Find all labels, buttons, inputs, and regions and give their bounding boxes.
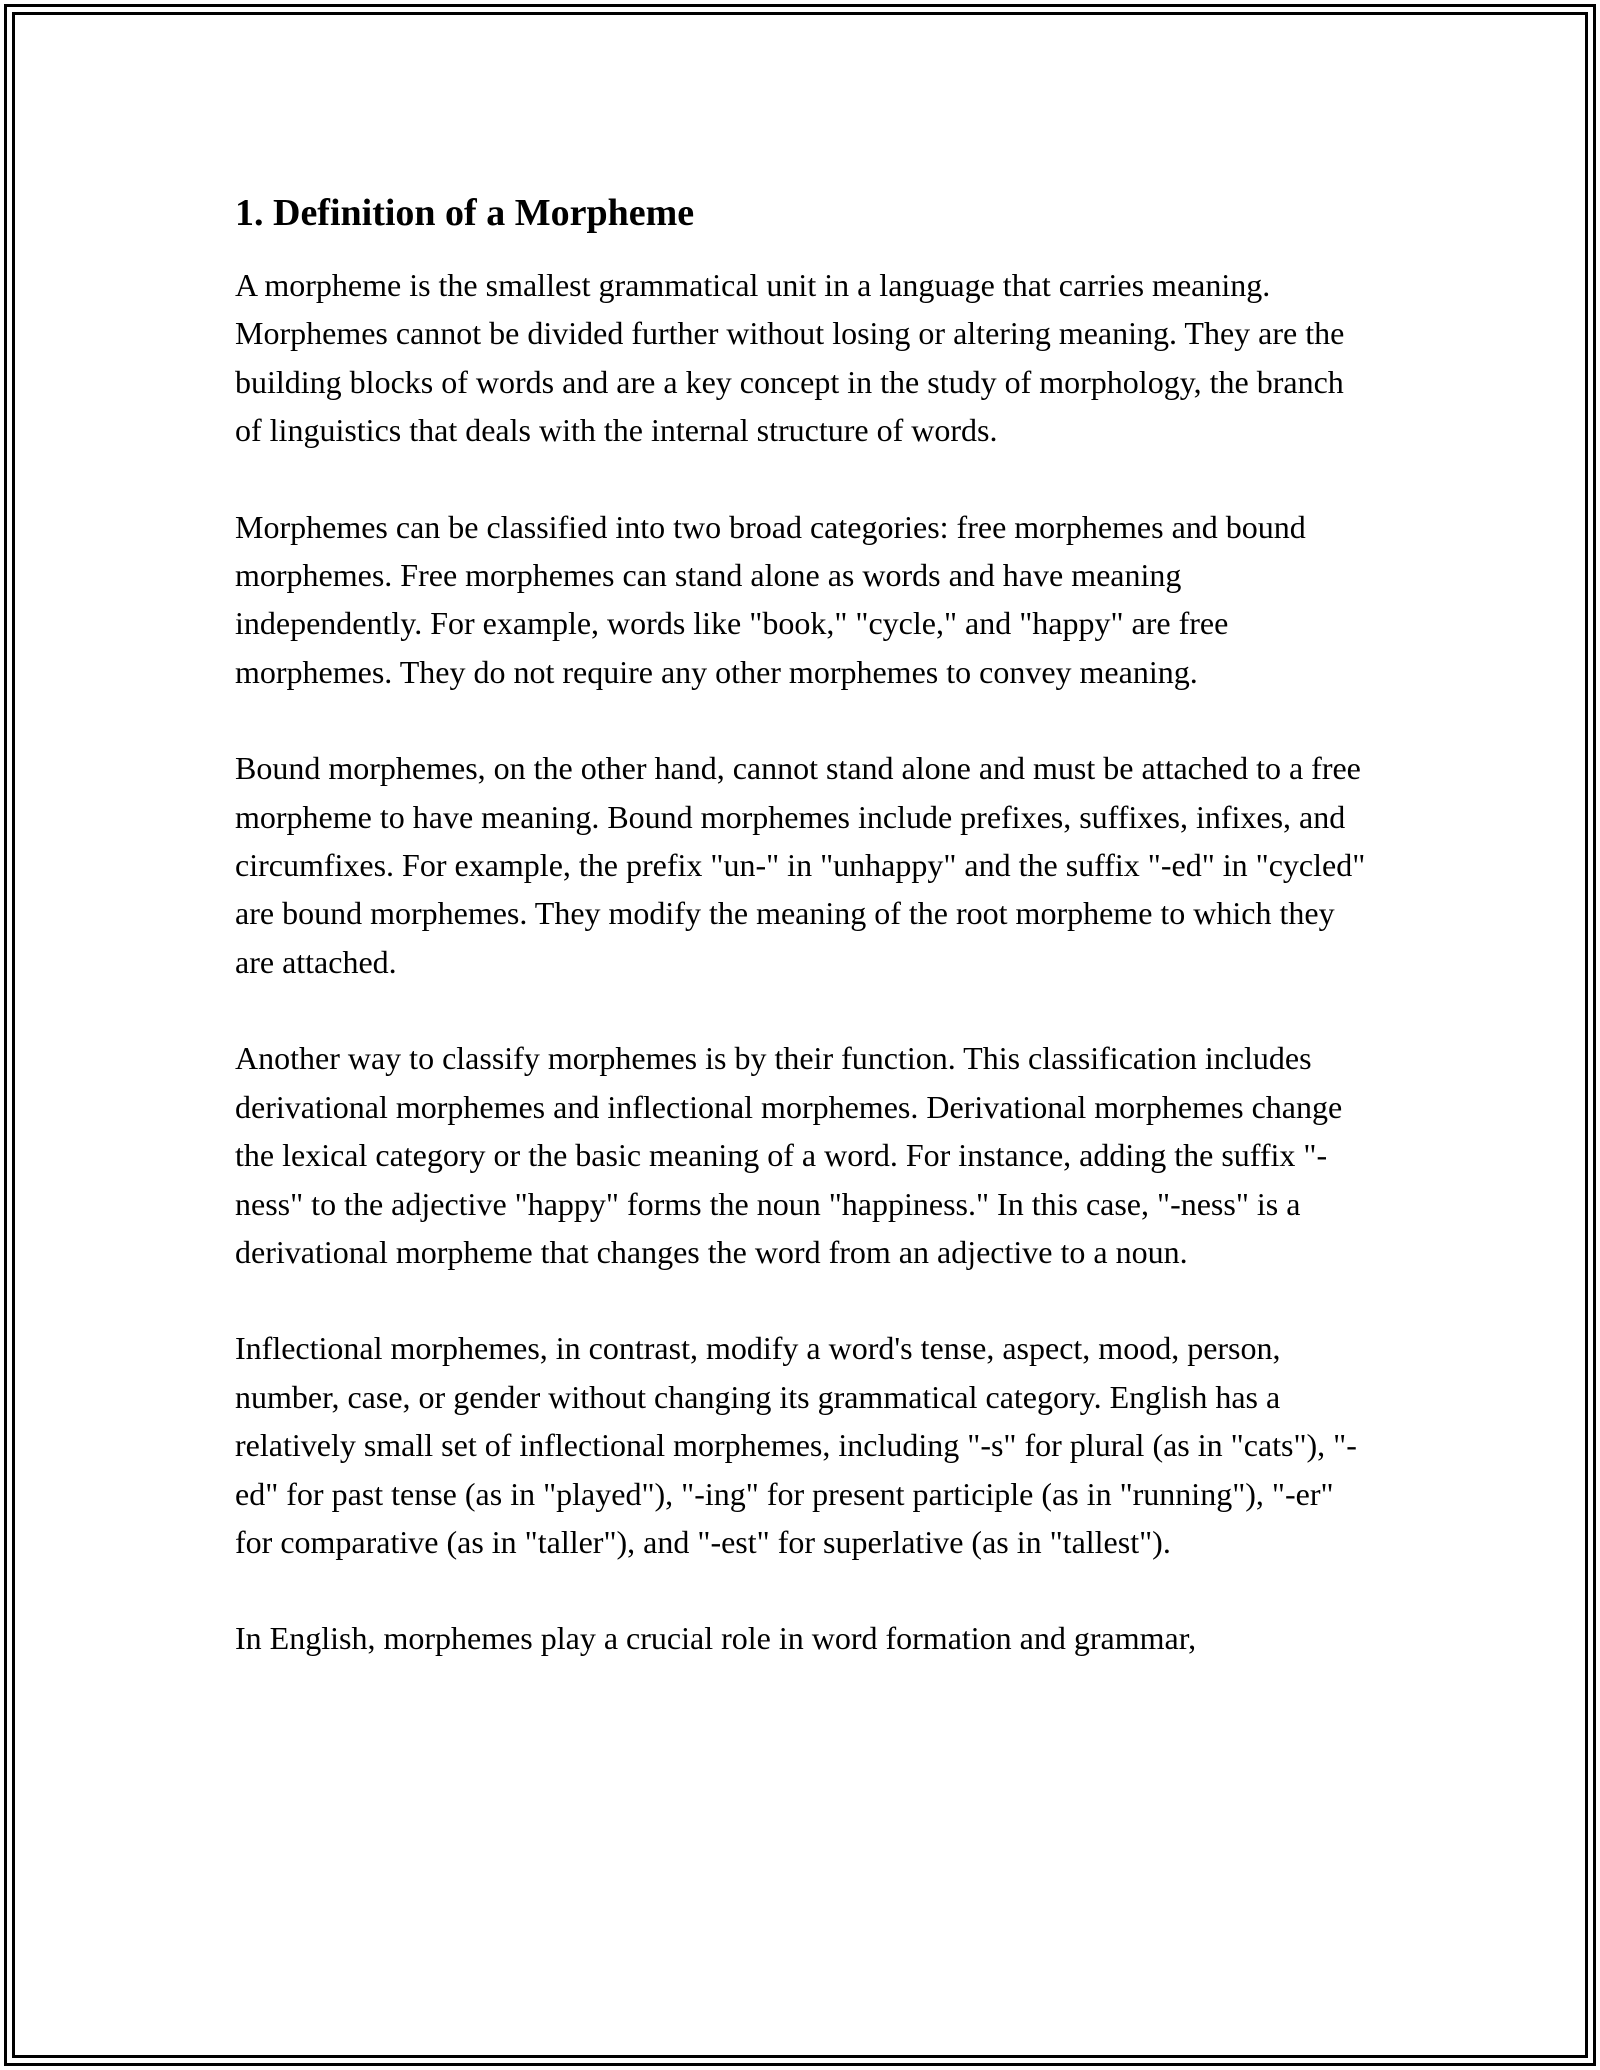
paragraph-free-morphemes: Morphemes can be classified into two broad categories: free morphemes and bound morphemes. Free morphemes can stand alone as words and have meaning independently. For example, words like "book," "cycle," and "happy" are free morphemes. They do not require any other morphemes to convey meaning. (235, 508, 1306, 690)
paragraph-bound-morphemes: Bound morphemes, on the other hand, cannot stand alone and must be attached to a free morpheme to have meaning. Bound morphemes include prefixes, suffixes, infixes, and circumfixes. For example, the prefix "un-" in "unhappy" and the suffix "-ed" in "cycled" are bound morphemes. They modify the meaning of the root morpheme to which they are attached. (235, 750, 1366, 980)
paragraph-english-morphemes: In English, morphemes play a crucial role in word formation and grammar, (235, 1620, 1197, 1657)
section-heading: 1. Definition of a Morpheme (235, 192, 695, 234)
paragraph-derivational-morphemes: Another way to classify morphemes is by their function. This classification includes derivational morphemes and inflectional morphemes. Derivational morphemes change the lexical category or the basic meaning of a word. For instance, adding the suffix "-ness" to the adjective "happy" forms the noun "happiness." In this case, "-ness" is a derivational morpheme that changes the word from an adjective to a noun. (235, 1040, 1343, 1270)
document-body (235, 184, 1375, 1711)
paragraph-inflectional-morphemes: Inflectional morphemes, in contrast, modify a word's tense, aspect, mood, person, number, case, or gender without changing its grammatical category. English has a relatively small set of inflectional morphemes, including "-s" for plural (as in "cats"), "-ed" for past tense (as in "played"), "-ing" for present participle (as in "running"), "-er" for comparative (as in "taller"), and "-est" for superlative (as in "tallest"). (235, 1330, 1357, 1560)
paragraph-definition: A morpheme is the smallest grammatical unit in a language that carries meaning. Morphemes cannot be divided further without losing or altering meaning. They are the building blocks of words and are a key concept in the study of morphology, the branch of linguistics that deals with the internal structure of words. (235, 267, 1345, 449)
